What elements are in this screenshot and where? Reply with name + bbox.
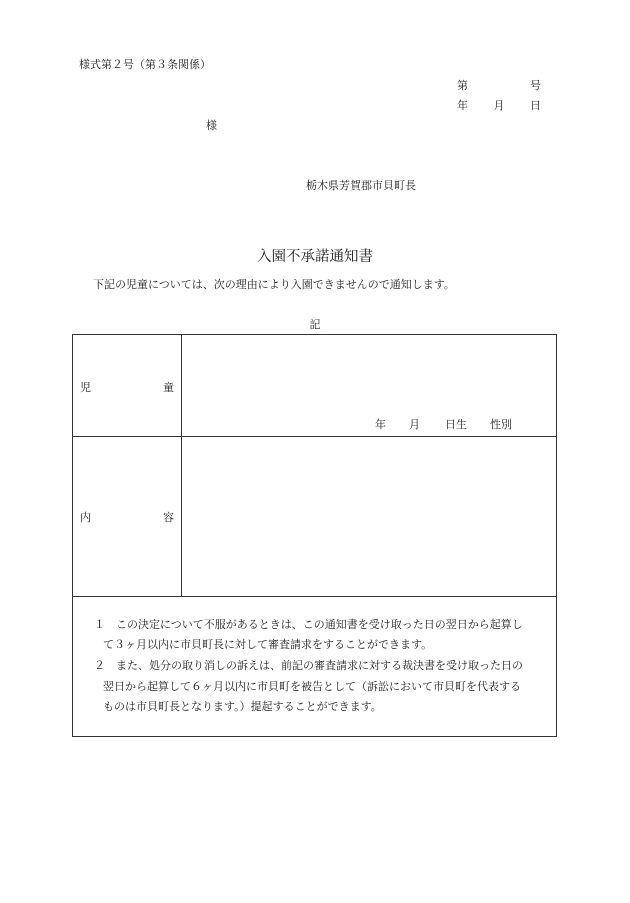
row-divider-1 [72, 436, 557, 437]
date-year: 年 [457, 99, 468, 112]
child-label-char-2: 童 [163, 381, 174, 394]
issue-date [457, 99, 541, 113]
issuer: 栃木県芳賀郡市貝町長 [306, 179, 416, 192]
note-2-line-1: ２ また、処分の取り消しの訴えは、前記の審査請求に対する裁決書を受け取った日の [94, 659, 523, 672]
form-label: 様式第２号（第３条関係） [79, 58, 211, 71]
body-text: 下記の児童については、次の理由により入園できませんので通知します。 [93, 278, 455, 291]
child-label-char-1: 児 [80, 381, 91, 394]
date-day: 日 [530, 99, 541, 112]
content-label [80, 511, 174, 525]
recipient-suffix: 様 [206, 119, 217, 132]
note-2-line-2: 翌日から起算して６ヶ月以内に市貝町を被告として（訴訟において市貝町を代表する [103, 680, 521, 693]
child-label [80, 381, 174, 395]
content-label-char-1: 内 [80, 511, 91, 524]
note-1-line-2: て３ヶ月以内に市貝町長に対して審査請求をすることができます。 [103, 638, 433, 651]
page-title: 入園不承諾通知書 [257, 249, 373, 265]
birth-day-label: 日生 [445, 418, 467, 431]
number-dai: 第 [457, 79, 468, 92]
ki-label: 記 [309, 318, 321, 331]
row-divider-2 [72, 596, 557, 597]
column-divider [181, 334, 182, 596]
birth-year-label: 年 [375, 418, 386, 431]
document-number [457, 79, 541, 93]
gender-label: 性別 [490, 418, 512, 431]
note-1-line-1: １ この決定について不服があるときは、この通知書を受け取った日の翌日から起算し [94, 618, 523, 631]
date-month: 月 [493, 99, 505, 112]
number-go: 号 [530, 79, 541, 92]
note-2-line-3: ものは市貝町長となります。）提起することができます。 [103, 700, 382, 713]
birth-month-label: 月 [409, 418, 420, 431]
content-label-char-2: 容 [163, 511, 174, 524]
